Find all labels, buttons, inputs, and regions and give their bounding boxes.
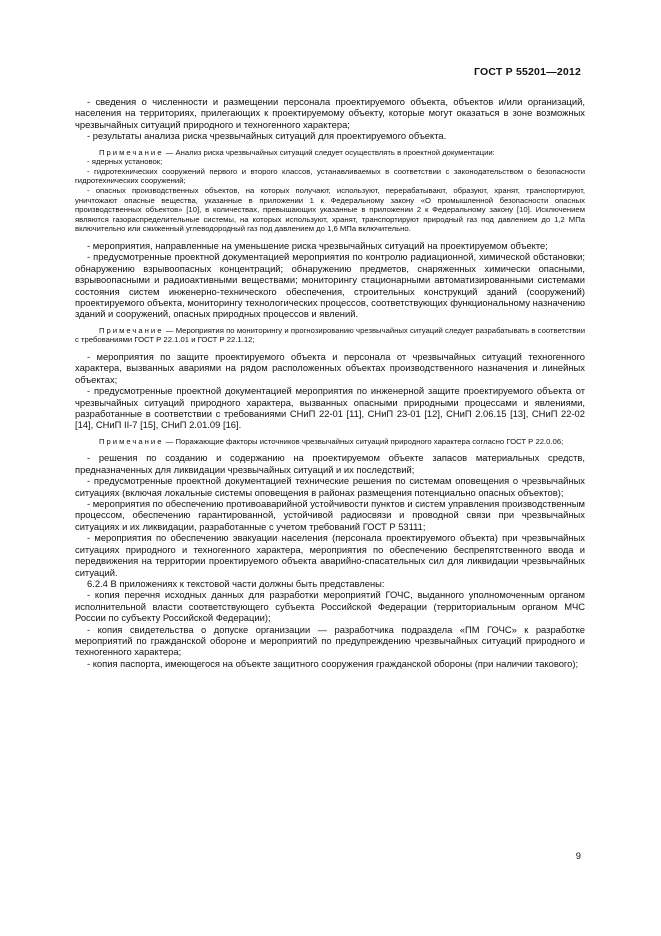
paragraph: - копия паспорта, имеющегося на объекте защитного сооружения гражданской обороны (при наличии такового); — [87, 657, 579, 669]
paragraph: - мероприятия по обеспечению эвакуации населения (персонала проектируемого объекта) при чрезвычайных ситуациях природного и техногенного характера, мероприятия по обеспечению беспрепятственного ввода и передвижения на территории проектируемого объекта аварийно-спасательных сил для ликвидации чрезвычайных ситуаций. — [75, 532, 585, 578]
section-paragraph: 6.2.4 В приложениях к текстовой части должны быть представлены: — [87, 577, 385, 589]
note-text: — Поражающие факторы источников чрезвычайных ситуаций природного характера согласно ГОСТ Р 22.0.06; — [163, 436, 564, 446]
note-sub-item: - ядерных установок; — [87, 157, 163, 167]
paragraph: - предусмотренные проектной документацией технические решения по системам оповещения о чрезвычайных ситуациях (включая локальные системы оповещения в районах размещения потенциально опасных объектов); — [75, 475, 585, 498]
document-body — [75, 96, 585, 669]
note-sub-item: - гидротехнических сооружений первого и второго классов, устанавливаемых в соответствии с законодательством о безопасности гидротехнических сооружений; — [75, 166, 585, 186]
note-paragraph — [75, 326, 585, 345]
note-sub-item: - опасных производственных объектов, на которых получают, используют, перерабатывают, образуют, хранят, транспортируют, уничтожают опасные вещества, указанные в приложении 1 к Федеральному закону «О промышленной безопасности опасных производственных объектов» [10], в количествах, превышающих указанные в приложении 2 к Федеральному закону [10]. Исключением являются газораспределительные системы, на которых используют, хранят, транспортируют природный газ под давлением до 1,2 МПа включительно или сжиженный углеводородный газ под давлением до 1,6 МПа включительно. — [75, 186, 585, 234]
note-label: Примечание — [99, 147, 164, 157]
paragraph: - копия свидетельства о допуске организации — разработчика подраздела «ПМ ГОЧС» к разработке мероприятий по гражданской обороне и мероприятий по предупреждению чрезвычайных ситуаций природного и техногенного характера; — [75, 623, 585, 658]
note-paragraph — [75, 437, 585, 447]
paragraph: - предусмотренные проектной документацией мероприятия по контролю радиационной, химической обстановки; обнаружению взрывоопасных концентраций; обнаружению предметов, снаряженных химически опасными, взрывоопасными и радиоактивными веществами; мониторингу стационарными автоматизированными системами состояния систем инженерно-технического обеспечения, строительных конструкций зданий (сооружений) проектируемого объекта, мониторингу технологических процессов, соответствующих функциональному назначению зданий и сооружений, опасных природных процессов и явлений. — [75, 251, 585, 320]
page-number: 9 — [575, 850, 581, 861]
note-text: — Анализ риска чрезвычайных ситуаций следует осуществлять в проектной документации: — [163, 147, 495, 157]
paragraph: - мероприятия по обеспечению противоаварийной устойчивости пунктов и систем управления производственным процессом, обеспечению гарантированной, устойчивой радиосвязи и проводной связи при чрезвычайных ситуациях и их ликвидации, разработанные с учетом требований ГОСТ Р 53111; — [75, 498, 585, 532]
paragraph: - мероприятия, направленные на уменьшение риска чрезвычайных ситуаций на проектируемом объекте; — [87, 239, 548, 251]
paragraph: - предусмотренные проектной документацией мероприятия по инженерной защите проектируемого объекта от чрезвычайных ситуаций природного характера, вызванных опасными природными процессами и явлениями, разработанные в соответствии с требованиями СНиП 22-01 [11], СНиП 23-01 [12], СНиП 2.06.15 [13], СНиП 22-02 [14], СНиП II-7 [15], СНиП 2.01.09 [16]. — [75, 385, 585, 431]
note-label: Примечание — [99, 325, 164, 335]
paragraph: - мероприятия по защите проектируемого объекта и персонала от чрезвычайных ситуаций техногенного характера, вызванных авариями на рядом расположенных объектах производственного назначения и линейных объектах; — [75, 351, 585, 385]
note-label: Примечание — [99, 436, 164, 446]
note-text: — Мероприятия по мониторингу и прогнозированию чрезвычайных ситуаций следует разрабатывать в соответствии с требованиями ГОСТ Р 22.1.01 и ГОСТ Р 22.1.12; — [75, 325, 585, 345]
paragraph: - сведения о численности и размещении персонала проектируемого объекта, объектов и/или организаций, населения на территориях, прилегающих к проектируемому объекту, которые могут оказаться в зоне возможных чрезвычайных ситуаций природного и техногенного характера; — [75, 96, 585, 130]
paragraph: - решения по созданию и содержанию на проектируемом объекте запасов материальных средств, предназначенных для ликвидации чрезвычайных ситуаций и их последствий; — [75, 452, 585, 475]
note-paragraph — [75, 148, 585, 158]
paragraph: - результаты анализа риска чрезвычайных ситуаций для проектируемого объекта. — [87, 130, 447, 142]
standard-code-header: ГОСТ Р 55201—2012 — [473, 66, 581, 78]
paragraph: - копия перечня исходных данных для разработки мероприятий ГОЧС, выданного уполномоченным органом исполнительной власти соответствующего субъекта Российской Федерации (территориальным органом МЧС России по субъекту Российской Федерации); — [75, 589, 585, 624]
